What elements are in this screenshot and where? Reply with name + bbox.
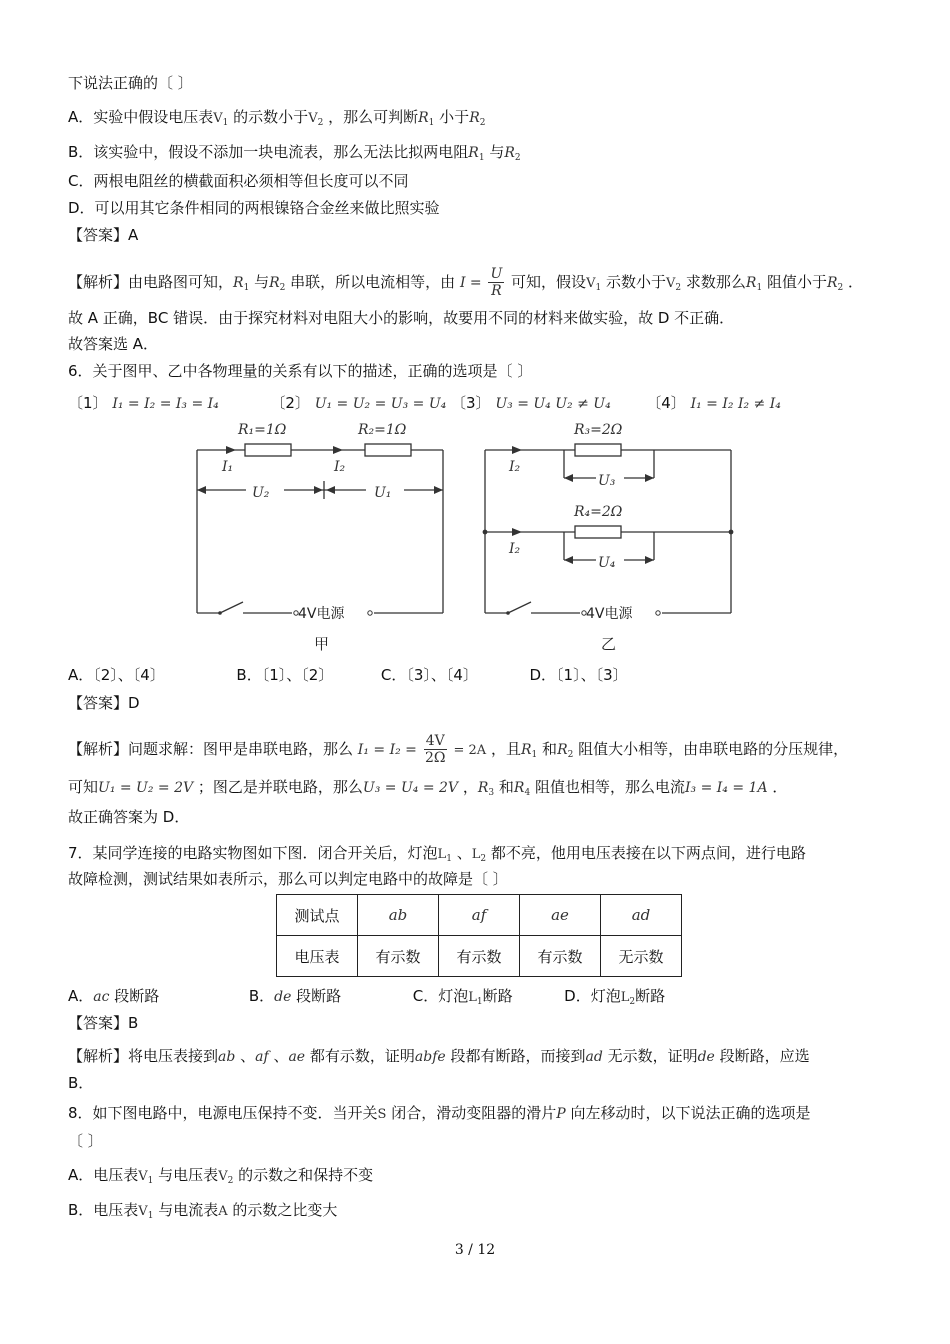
q5-option-d: D．可以用其它条件相同的两根镍铬合金丝来做比照实验 <box>68 199 440 217</box>
figure-caption-yi: 乙 <box>601 635 617 653</box>
table-cell: 有示数 <box>520 936 601 977</box>
q6-analysis-line1: 【解析】问题求解：图甲是串联电路，那么 I₁ = I₂ = $\frac{4V}{2\Omega}$ = 2A ，且$R_1$ 和$R_2$ 阻值大小相等，由串联电路的分压规律， <box>68 733 849 766</box>
table-cell: 有示数 <box>358 936 439 977</box>
current-fraction: $\frac{4V}{2\Omega}$ <box>424 733 446 766</box>
q7-analysis-line2: B． <box>68 1074 94 1092</box>
r2-label: R₂=1Ω <box>358 422 407 438</box>
q5-analysis-line1: 【解析】由电路图可知，$R_1$ 与$R_2$ 串联，所以电流相等，由 I = $\frac{U}{R}$ 可知，假设$V_1$ 示数小于$V_2$ 求数那么$R_1$ 阻值小于$R_2$ ． <box>68 266 864 299</box>
q6-statements: 〔1〕 I₁ = I₂ = I₃ = I₄ 〔2〕 U₁ = U₂ = U₃ = U₄ 〔3〕 U₃ = U₄ U₂ ≠ U₄ 〔4〕 I₁ = I₂ I₂ ≠ I₄ <box>68 394 781 412</box>
r1-label: R₁=1Ω <box>238 422 287 438</box>
q6-option-c: C．〔3〕、〔4〕 <box>380 666 478 684</box>
q5-option-a: A．实验中假设电压表$V_1$ 的示数小于$V_2$ ，那么可判断$R_1$ 小于$R_2$ <box>68 108 486 128</box>
i2-bottom-label: I₂ <box>509 541 521 557</box>
q8-option-b: B．电压表$V_1$ 与电流表A 的示数之比变大 <box>68 1201 338 1221</box>
q7-stem-line2: 故障检测，测试结果如表所示，那么可以判定电路中的故障是〔 〕 <box>68 870 508 888</box>
u1-label: U₁ <box>374 485 392 501</box>
q7-analysis-line1: 【解析】将电压表接到ab 、af 、ae 都有示数，证明abfe 段都有断路，而接到ad 无示数，证明de 段断路，应选 <box>68 1047 810 1065</box>
ohm-law-fraction: $\frac{U}{R}$ <box>490 266 503 299</box>
figure-caption-jia: 甲 <box>314 635 330 653</box>
table-cell: 有示数 <box>439 936 520 977</box>
table-cell: ad <box>601 895 682 936</box>
q7-options <box>68 985 665 1007</box>
q5-stem: 下说法正确的〔 〕 <box>68 74 193 92</box>
q6-option-b: B．〔1〕、〔2〕 <box>236 666 334 684</box>
q7-option-b: B．de 段断路 <box>248 987 342 1005</box>
table-header-row <box>277 895 682 936</box>
q7-answer: 【答案】B <box>68 1014 139 1032</box>
table-row <box>277 936 682 977</box>
table-cell: ae <box>520 895 601 936</box>
q8-option-a: A．电压表$V_1$ 与电压表$V_2$ 的示数之和保持不变 <box>68 1166 374 1186</box>
q6-analysis-line3: 故正确答案为 D． <box>68 808 190 826</box>
q5-option-c: C．两根电阻丝的横截面积必须相等但长度可以不同 <box>68 172 409 190</box>
voltage-test-table <box>276 894 682 977</box>
table-cell: ab <box>358 895 439 936</box>
table-cell: 电压表 <box>277 936 358 977</box>
q5-analysis-line2: 故 A 正确，BC 错误．由于探究材料对电阻大小的影响，故要用不同的材料来做实验，故 D 不正确． <box>68 309 735 327</box>
r4-label: R₄=2Ω <box>574 504 623 520</box>
q6-analysis-line2: 可知U₁ = U₂ = 2V ；图乙是并联电路，那么U₃ = U₄ = 2V ，$R_3$ 和$R_4$ 阻值也相等，那么电流I₃ = I₄ = 1A ． <box>68 778 788 798</box>
table-cell: 测试点 <box>277 895 358 936</box>
series-circuit-diagram <box>180 415 460 655</box>
u4-label: U₄ <box>598 555 616 571</box>
q8-stem-line1: 8．如下图电路中，电源电压保持不变．当开关S 闭合，滑动变阻器的滑片P 向左移动时，以下说法正确的选项是 <box>68 1104 811 1122</box>
i1-label: I₁ <box>222 459 234 475</box>
table-cell: 无示数 <box>601 936 682 977</box>
q5-answer: 【答案】A <box>68 226 139 244</box>
q8-stem-line2: 〔 〕 <box>68 1132 103 1150</box>
source-label: 4V电源 <box>586 606 633 622</box>
q7-option-a: A．ac 段断路 <box>68 987 160 1005</box>
q5-analysis-line3: 故答案选 A． <box>68 335 159 353</box>
q6-options <box>68 664 628 685</box>
q6-option-d: D．〔1〕、〔3〕 <box>529 666 628 684</box>
page-number: 3 / 12 <box>454 1242 496 1258</box>
q5-option-b: B．该实验中，假设不添加一块电流表，那么无法比拟两电阻$R_1$ 与$R_2$ <box>68 143 521 163</box>
q7-option-c: C．灯泡$L_1$断路 <box>412 987 513 1007</box>
i2-label: I₂ <box>334 459 346 475</box>
r3-label: R₃=2Ω <box>574 422 623 438</box>
q6-answer: 【答案】D <box>68 694 140 712</box>
q7-stem-line1: 7．某同学连接的电路实物图如下图．闭合开关后，灯泡$L_1$ 、$L_2$ 都不亮，他用电压表接在以下两点间，进行电路 <box>68 844 806 864</box>
i2-top-label: I₂ <box>509 459 521 475</box>
source-label: 4V电源 <box>298 606 345 622</box>
q6-option-a: A．〔2〕、〔4〕 <box>68 666 165 684</box>
q7-option-d: D．灯泡$L_2$断路 <box>564 987 666 1007</box>
q6-stem: 6．关于图甲、乙中各物理量的关系有以下的描述，正确的选项是〔 〕 <box>68 362 533 380</box>
u3-label: U₃ <box>598 473 616 489</box>
table-cell: af <box>439 895 520 936</box>
u2-label: U₂ <box>252 485 270 501</box>
parallel-circuit-diagram <box>478 415 748 655</box>
